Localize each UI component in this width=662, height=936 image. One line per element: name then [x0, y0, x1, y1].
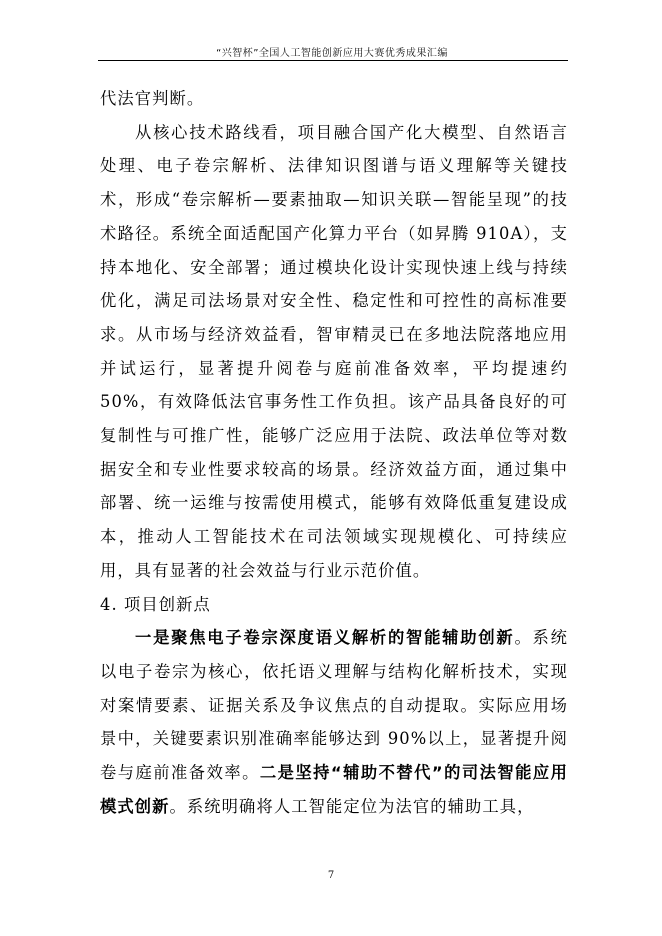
section-heading: 4. 项目创新点 — [100, 594, 211, 614]
innovation-point-two-title: 二是坚持“辅助不替代”的司法智能应用模式创新 — [100, 763, 569, 816]
paragraph-technology-market: 从核心技术路线看，项目融合国产化大模型、自然语言处理、电子卷宗解析、法律知识图谱与语义理解等关键技术，形成“卷宗解析—要素抽取—知识关联—智能呈现”的技术路径。系统全面适配国产化算力平台（如昇腾 910A），支持本地化、安全部署；通过模块化设计实现快速上线与持续优化，满足司法场景对安全性、稳定性和可控性的高标准要求。从市场与经济效益看，智审精灵已在多地法院落地应用并试运行，显著提升阅卷与庭前准备效率，平均提速约 50%，有效降低法官事务性工作负担。该产品具备良好的可复制性与可推广性，能够广泛应用于法院、政法单位等对数据安全和专业性要求较高的场景。经济效益方面，通过集中部署、统一运维与按需使用模式，能够有效降低重复建设成本，推动人工智能技术在司法领域实现规模化、可持续应用，具有显著的社会效益与行业示范价值。 — [100, 122, 568, 580]
innovation-point-two-text: 。系统明确将人工智能定位为法官的辅助工具， — [169, 796, 535, 816]
page-number: 7 — [327, 870, 335, 881]
paragraph-continuation: 代法官判断。 — [100, 89, 205, 108]
paragraph-innovation-points — [100, 621, 568, 823]
innovation-point-one-text: 。系统以电子卷宗为核心，依托语义理解与结构化解析技术，实现对案情要素、证据关系及争议焦点的自动提取。实际应用场景中，关键要素识别准确率能够达到 90%以上，显著提升阅卷与庭前准备效率。 — [100, 628, 568, 783]
innovation-point-one-title: 一是聚焦电子卷宗深度语义解析的智能辅助创新 — [135, 628, 515, 648]
running-header: “兴智杯”全国人工智能创新应用大赛优秀成果汇编 — [216, 48, 448, 59]
body-text — [100, 82, 568, 823]
header-divider — [98, 60, 568, 61]
